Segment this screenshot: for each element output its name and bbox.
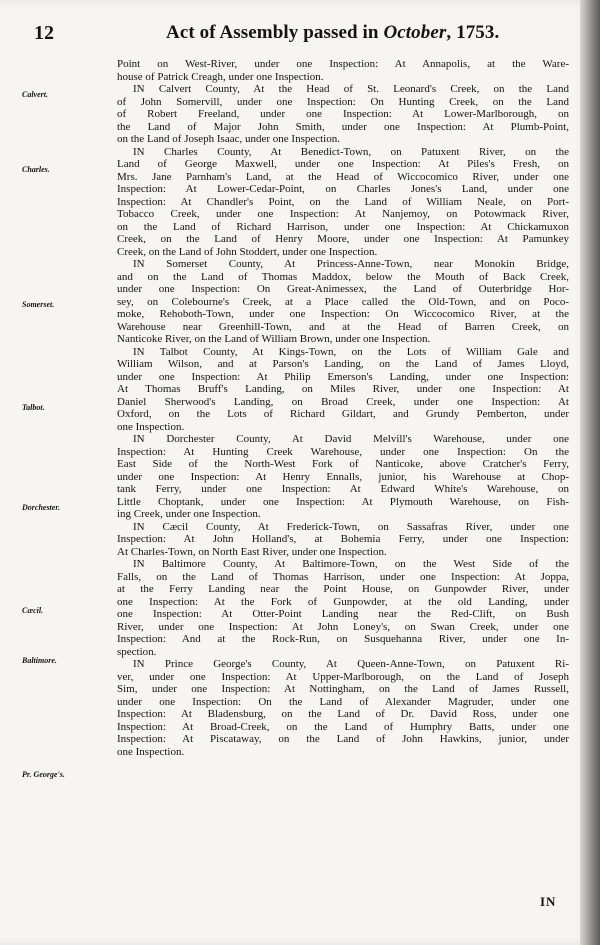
text-line: of Robert Freeland, under one Inspection: At Lower-Marlborough, on xyxy=(117,108,569,120)
text-line: IN Charles County, At Benedict-Town, on Patuxent River, on the xyxy=(133,145,569,158)
text-line: IN Talbot County, At Kings-Town, on the Lots of William Gale and xyxy=(133,345,569,358)
text-line: Inspection: At Lower-Cedar-Point, on Charles Jones's Land, under one xyxy=(117,183,569,195)
margin-note-baltimore: Baltimore. xyxy=(22,656,57,665)
text-line: the Land of Major John Smith, under one Inspection: At Plumb-Point, xyxy=(117,120,569,133)
text-line: and on the Land of Thomas Maddox, below the Mouth of Back Creek, xyxy=(117,270,569,283)
text-line: Oxford, on the Lots of Richard Gildart, and Grundy Pemberton, under xyxy=(117,408,569,420)
text-line: East Side of the North-West Fork of Nanticoke, above Cratcher's Ferry, xyxy=(117,458,569,470)
margin-note-dorchester: Dorchester. xyxy=(22,503,60,512)
text-line: Mrs. Jane Parnham's Land, at the Head of Wiccocomico River, under one xyxy=(117,170,569,183)
text-line: Daniel Sherwood's Landing, on Broad Creek, under one Inspection: At xyxy=(117,395,569,408)
text-line: IN Cæcil County, At Frederick-Town, on Sassafras River, under one xyxy=(133,520,569,533)
text-line: on the Land of Richard Harrison, under one Inspection: At Chickamuxon xyxy=(117,220,569,233)
text-line: ver, under one Inspection: At Upper-Marlborough, on the Land of Joseph xyxy=(117,670,569,683)
text-line: on the Land of Joseph Isaac, under one Inspection. xyxy=(117,133,340,145)
text-line: one Inspection. xyxy=(117,420,185,433)
text-line: at the Ferry Landing near the Point House, on Gunpowder River, under xyxy=(117,583,569,595)
running-title xyxy=(166,22,499,44)
title-year: , 1753. xyxy=(446,22,500,43)
title-month: October xyxy=(383,22,447,43)
text-line: sey, on Colebourne's Creek, at a Place called the Old-Town, and on Poco- xyxy=(117,295,569,308)
text-line: spection. xyxy=(117,645,157,658)
text-line: one Inspection: At the Fork of Gunpowder, at the old Landing, under xyxy=(117,595,569,608)
text-line: under one Inspection: At Henry Ennalls, junior, his Warehouse at Chop- xyxy=(117,470,569,483)
text-line: Land of George Maxwell, under one Inspection: At Piles's Fresh, on xyxy=(117,158,569,170)
text-line: Nanticoke River, on the Land of William Brown, under one Inspection. xyxy=(117,333,431,345)
text-line: Sim, under one Inspection: At Nottingham, on the Land of James Russell, xyxy=(117,683,569,695)
text-line: Inspection: At Broad-Creek, on the Land of Humphry Batts, under one xyxy=(117,720,569,733)
book-spine-shadow xyxy=(580,0,600,945)
text-line: Falls, on the Land of Thomas Harrison, under one Inspection: At Joppa, xyxy=(117,570,569,583)
text-line: IN Somerset County, At Princess-Anne-Town, near Monokin Bridge, xyxy=(133,258,569,270)
text-line: IN Baltimore County, At Baltimore-Town, on the West Side of the xyxy=(133,558,569,570)
page-header xyxy=(34,22,554,56)
text-line: of John Somervill, under one Inspection: On Hunting Creek, on the Land xyxy=(117,95,569,108)
text-line: At Charles-Town, on North East River, under one Inspection. xyxy=(117,545,387,558)
margin-note-calvert: Calvert. xyxy=(22,90,48,99)
text-line: one Inspection. xyxy=(117,745,185,758)
text-line: IN Dorchester County, At David Melvill's Warehouse, under one xyxy=(133,433,569,445)
body-text xyxy=(117,58,569,758)
text-line: under one Inspection: On Great-Animessex, the Land of Outerbridge Hor- xyxy=(117,283,569,295)
text-line: Inspection: And at the Rock-Run, on Susquehanna River, under one In- xyxy=(117,633,569,645)
margin-note-charles: Charles. xyxy=(22,165,50,174)
text-line: under one Inspection: At Philip Emerson's Landing, under one Inspection: xyxy=(117,370,569,383)
catchword: IN xyxy=(540,894,557,909)
margin-note-cecil: Cæcil. xyxy=(22,606,44,615)
text-line: Warehouse near Greenhill-Town, and at the Head of Barren Creek, on xyxy=(117,320,569,333)
page-number: 12 xyxy=(34,22,54,44)
text-line: Inspection: At Piscataway, on the Land of John Hawkins, junior, under xyxy=(117,733,569,745)
margin-note-talbot: Talbot. xyxy=(22,403,45,412)
text-line: Creek, on the Land of John Stoddert, under one Inspection. xyxy=(117,245,378,258)
margin-note-prince-georges: Pr. George's. xyxy=(22,770,65,779)
text-line: IN Calvert County, At the Head of St. Leonard's Creek, on the Land xyxy=(133,83,569,95)
text-line: one Inspection: At Otter-Point Landing near the Red-Clift, on Bush xyxy=(117,608,569,620)
text-line: Point on West-River, under one Inspection: At Annapolis, at the Ware- xyxy=(117,58,569,70)
text-line: ing Creek, under one Inspection. xyxy=(117,508,261,520)
text-line: Inspection: At Chandler's Point, on the Land of William Neale, on Port- xyxy=(117,195,569,208)
margin-note-somerset: Somerset. xyxy=(22,300,55,309)
text-line: Inspection: At Bladensburg, on the Land of Dr. David Ross, under one xyxy=(117,708,569,720)
text-line: moke, Rehoboth-Town, under one Inspection: On Wiccocomico River, at the xyxy=(117,308,569,320)
text-line: house of Patrick Creagh, under one Inspection. xyxy=(117,70,324,83)
text-line: River, under one Inspection: At John Loney's, on Swan Creek, under one xyxy=(117,620,569,633)
text-line: tank Ferry, under one Inspection: At Edward White's Warehouse, on xyxy=(117,483,569,495)
text-line: At Thomas Bruff's Landing, on Miles River, under one Inspection: At xyxy=(117,383,569,395)
title-prefix: Act of Assembly passed in xyxy=(166,22,379,43)
text-line: Inspection: At Hunting Creek Warehouse, under one Inspection: On the xyxy=(117,445,569,458)
text-line: William Wilson, and at Parson's Landing, on the Land of James Lloyd, xyxy=(117,358,569,370)
text-line: Inspection: At John Holland's, at Bohemia Ferry, under one Inspection: xyxy=(117,533,569,545)
text-line: Little Choptank, under one Inspection: At Plymouth Warehouse, on Fish- xyxy=(117,495,569,508)
text-line: Tobacco Creek, under one Inspection: At Nanjemoy, on Potowmack River, xyxy=(117,208,569,220)
text-line: IN Prince George's County, At Queen-Anne-Town, on Patuxent Ri- xyxy=(133,658,569,670)
text-line: under one Inspection: On the Land of Alexander Magruder, under one xyxy=(117,695,569,708)
text-line: Creek, on the Land of Henry Moore, under one Inspection: At Pamunkey xyxy=(117,233,569,245)
